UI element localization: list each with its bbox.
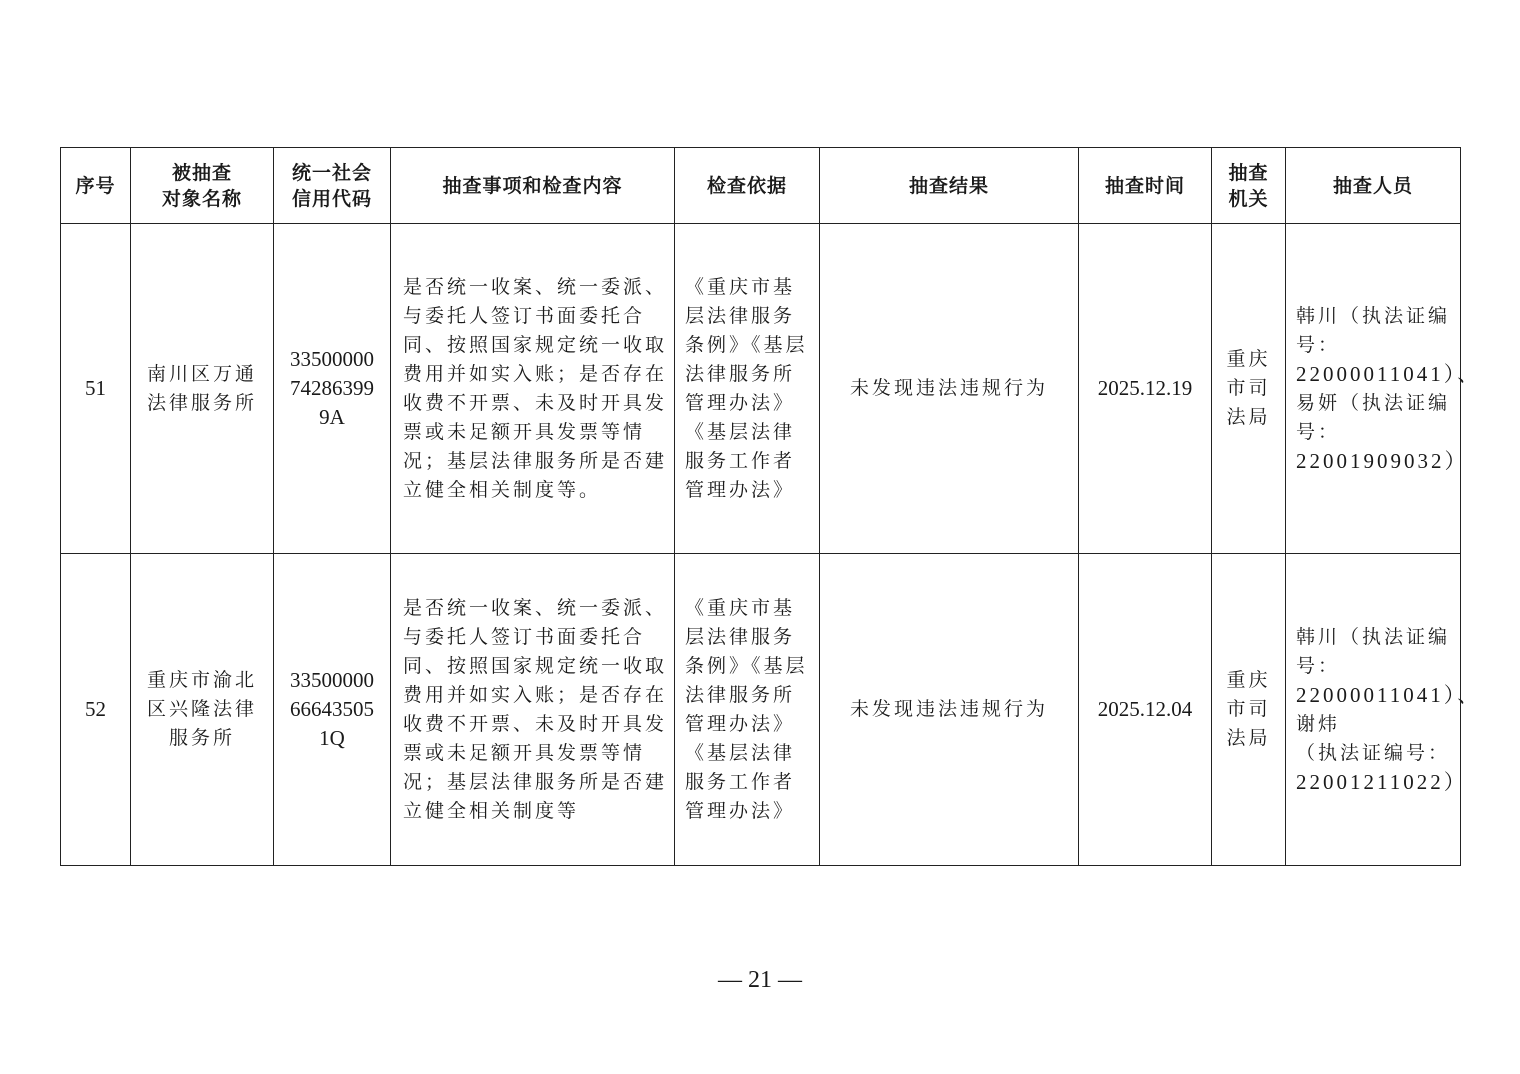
cell-basis: 《重庆市基 层法律服务 条例》《基层 法律服务所 管理办法》 《基层法律 服务工作者 管理办法》 — [675, 224, 820, 554]
cell-staff: 韩川（执法证编 号： 22000011041）、 谢炜 （执法证编号： 22001211022） — [1286, 554, 1461, 866]
header-basis: 检查依据 — [675, 148, 820, 224]
header-result: 抽查结果 — [820, 148, 1079, 224]
cell-object-name: 南川区万通 法律服务所 — [131, 224, 274, 554]
cell-authority: 重庆 市司 法局 — [1212, 224, 1286, 554]
header-seq: 序号 — [61, 148, 131, 224]
cell-staff: 韩川（执法证编 号： 22000011041）、 易妍（执法证编 号： 22001909032） — [1286, 224, 1461, 554]
cell-result: 未发现违法违规行为 — [820, 554, 1079, 866]
header-credit-code: 统一社会 信用代码 — [274, 148, 391, 224]
header-content: 抽查事项和检查内容 — [391, 148, 675, 224]
cell-seq: 51 — [61, 224, 131, 554]
cell-date: 2025.12.19 — [1079, 224, 1212, 554]
cell-credit-code: 33500000 74286399 9A — [274, 224, 391, 554]
cell-date: 2025.12.04 — [1079, 554, 1212, 866]
header-object-name: 被抽查 对象名称 — [131, 148, 274, 224]
header-row — [61, 148, 1461, 224]
cell-seq: 52 — [61, 554, 131, 866]
cell-authority: 重庆 市司 法局 — [1212, 554, 1286, 866]
cell-basis: 《重庆市基 层法律服务 条例》《基层 法律服务所 管理办法》 《基层法律 服务工作者 管理办法》 — [675, 554, 820, 866]
header-staff: 抽查人员 — [1286, 148, 1461, 224]
inspection-table — [60, 147, 1482, 866]
page-number: — 21 — — [718, 967, 802, 993]
header-date: 抽查时间 — [1079, 148, 1212, 224]
cell-result: 未发现违法违规行为 — [820, 224, 1079, 554]
cell-object-name: 重庆市渝北 区兴隆法律 服务所 — [131, 554, 274, 866]
cell-credit-code: 33500000 66643505 1Q — [274, 554, 391, 866]
table-row — [61, 224, 1461, 554]
cell-content: 是否统一收案、统一委派、 与委托人签订书面委托合 同、按照国家规定统一收取 费用并如实入账；是否存在 收费不开票、未及时开具发 票或未足额开具发票等情 况；基层法律服务所是否建 立健全相关制度等 — [391, 554, 675, 866]
header-authority: 抽查 机关 — [1212, 148, 1286, 224]
table-row — [61, 554, 1461, 866]
cell-content: 是否统一收案、统一委派、 与委托人签订书面委托合 同、按照国家规定统一收取 费用并如实入账；是否存在 收费不开票、未及时开具发 票或未足额开具发票等情 况；基层法律服务所是否建 立健全相关制度等。 — [391, 224, 675, 554]
